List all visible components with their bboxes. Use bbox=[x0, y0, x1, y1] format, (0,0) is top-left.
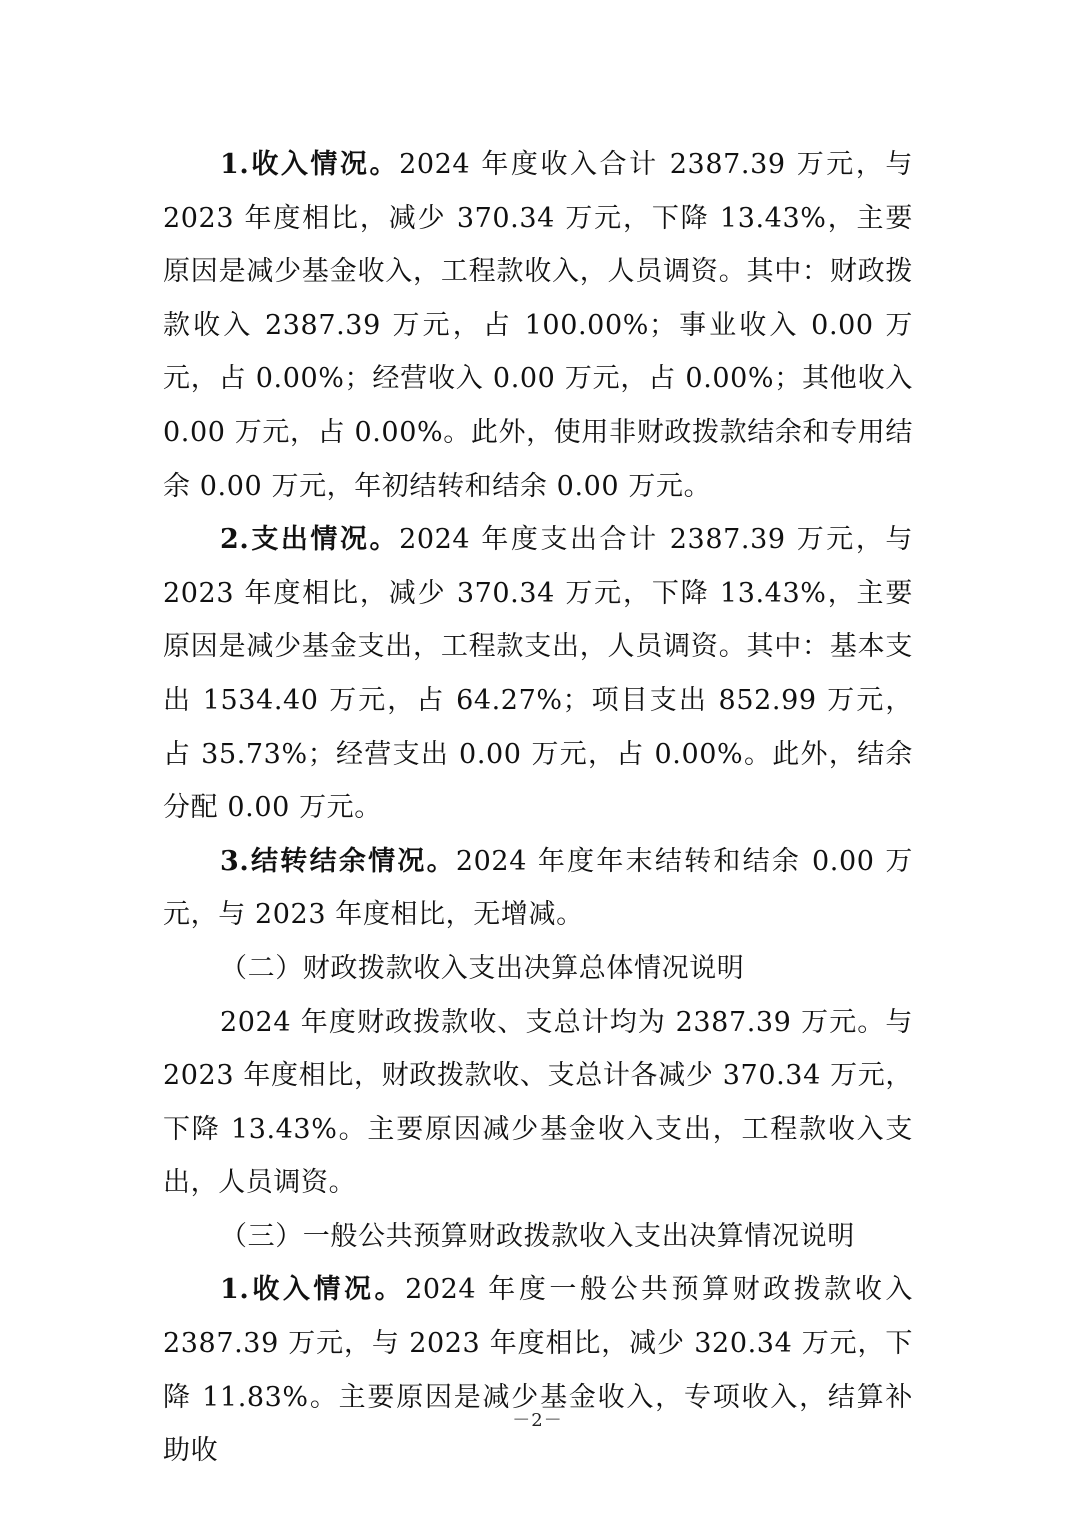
general-budget-income-heading: 1.收入情况。 bbox=[220, 1274, 406, 1306]
document-body bbox=[163, 138, 913, 1478]
page-number: －2－ bbox=[512, 1410, 563, 1431]
section-three-title: （三）一般公共预算财政拨款收入支出决算情况说明 bbox=[220, 1220, 855, 1252]
general-budget-income-text: 2024 年度一般公共预算财政拨款收入 2387.39 万元，与 2023 年度相比，减少 320.34 万元，下降 11.83%。主要原因是减少基金收入，专项收入，结算补助收 bbox=[163, 1274, 913, 1467]
expenditure-paragraph bbox=[163, 513, 913, 835]
income-heading: 1.收入情况。 bbox=[220, 149, 400, 180]
section-two-title: （二）财政拨款收入支出决算总体情况说明 bbox=[220, 952, 745, 984]
income-text: 2024 年度收入合计 2387.39 万元，与 2023 年度相比，减少 370.34 万元，下降 13.43%，主要原因是减少基金收入，工程款收入，人员调资。其中：财政拨款收入 2387.39 万元，占 100.00%；事业收入 0.00 万元，占 0.00%；经营收入 0.00 万元，占 0.00%；其他收入 0.00 万元，占 0.00%。此外，使用非财政拨款结余和专用结余 0.00 万元，年初结转和结余 0.00 万元。 bbox=[163, 149, 914, 502]
income-paragraph bbox=[163, 138, 913, 513]
expenditure-text: 2024 年度支出合计 2387.39 万元，与 2023 年度相比，减少 370.34 万元，下降 13.43%，主要原因是减少基金支出，工程款支出，人员调资。其中：基本支出 1534.40 万元，占 64.27%；项目支出 852.99 万元，占 35.73%；经营支出 0.00 万元，占 0.00%。此外，结余分配 0.00 万元。 bbox=[163, 524, 914, 824]
expenditure-heading: 2.支出情况。 bbox=[220, 524, 400, 556]
section-two-paragraph: 2024 年度财政拨款收、支总计均为 2387.39 万元。与 2023 年度相比，财政拨款收、支总计各减少 370.34 万元，下降 13.43%。主要原因减少基金收入支出，工程款收入支出，人员调资。 bbox=[163, 1006, 913, 1199]
general-budget-income-paragraph bbox=[163, 1263, 913, 1477]
carryover-text: 2024 年度年末结转和结余 0.00 万元，与 2023 年度相比，无增减。 bbox=[163, 845, 913, 931]
carryover-heading: 3.结转结余情况。 bbox=[220, 845, 456, 877]
carryover-paragraph bbox=[163, 835, 913, 942]
